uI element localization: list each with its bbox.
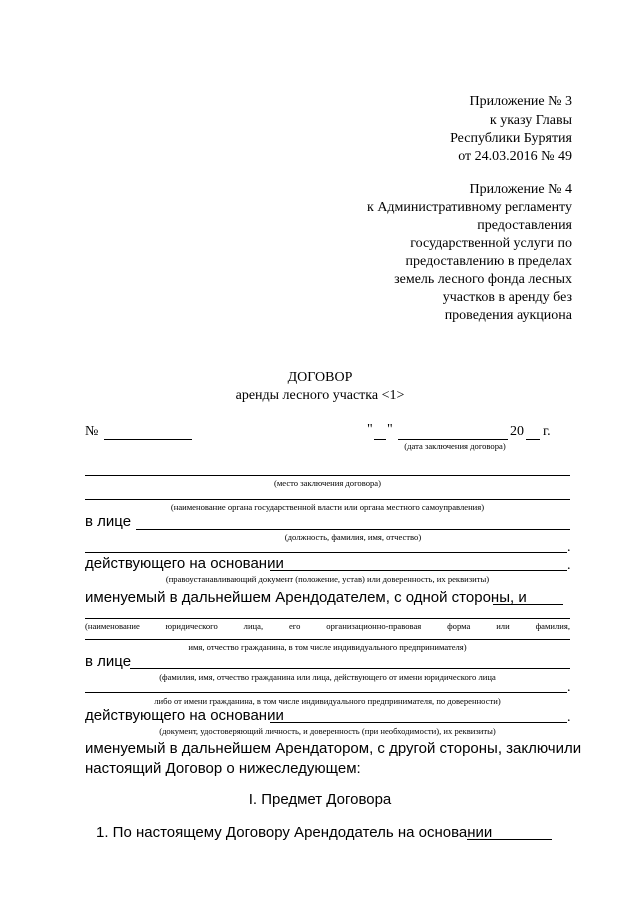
- clause-1-blank: [467, 839, 552, 840]
- appendix-4-line3: предоставления: [477, 218, 572, 233]
- place-blank: [85, 475, 570, 476]
- tenant-blank: [493, 604, 563, 605]
- date-quote-close: ": [387, 422, 393, 437]
- acting-blank-1: [270, 570, 567, 571]
- document-caption-1: (правоустанавливающий документ (положение, устав) или доверенность, их реквизиты): [165, 574, 490, 584]
- position-caption: (должность, фамилия, имя, отчество): [284, 532, 422, 542]
- appendix-4-line7: участков в аренду без: [442, 290, 572, 305]
- person-caption-1: (фамилия, имя, отчество гражданина или лица, действующего от имени юридического лица: [159, 672, 496, 682]
- in-person-label-1: в лице: [85, 513, 132, 530]
- date-day-blank: [374, 439, 386, 440]
- organ-blank: [85, 499, 570, 500]
- contract-number-blank: [104, 439, 192, 440]
- place-caption: (место заключения договора): [274, 478, 381, 488]
- appendix-3-line2: к указу Главы: [489, 113, 572, 128]
- contract-number-label: №: [85, 424, 99, 439]
- appendix-4-line5: предоставлению в пределах: [405, 254, 572, 269]
- appendix-4-line1: Приложение № 4: [469, 182, 572, 197]
- document-subtitle: аренды лесного участка <1>: [235, 388, 405, 403]
- date-year-blank: [526, 439, 540, 440]
- in-person-blank-2: [130, 668, 570, 669]
- date-year-prefix: 20: [510, 424, 524, 439]
- section-1-clause-1: 1. По настоящему Договору Арендодатель на основании: [96, 824, 493, 841]
- period-mark-2: .: [567, 558, 571, 573]
- date-quote-open: ": [367, 422, 373, 437]
- section-1-heading: I. Предмет Договора: [248, 791, 392, 808]
- period-mark-4: .: [567, 710, 571, 725]
- appendix-4-line6: земель лесного фонда лесных: [394, 272, 572, 287]
- period-mark-1: .: [567, 540, 571, 555]
- person-blank-2: [85, 692, 567, 693]
- appendix-3-line1: Приложение № 3: [469, 94, 572, 109]
- period-mark-3: .: [567, 680, 571, 695]
- tenant-name-blank-2: [85, 639, 570, 640]
- appendix-4-line4: государственной услуги по: [410, 236, 572, 251]
- person-caption-2: либо от имени гражданина, в том числе индивидуального предпринимателя, по доверенности): [154, 696, 501, 706]
- tenant-name-caption-2: имя, отчество гражданина, в том числе индивидуального предпринимателя): [188, 642, 467, 652]
- date-caption: (дата заключения договора): [404, 441, 506, 451]
- landlord-text: именуемый в дальнейшем Арендодателем, с одной стороны, и: [85, 589, 527, 606]
- tenant-name-caption-1: (наименование юридического лица, его организационно-правовая форма или фамилия,: [85, 621, 570, 631]
- tenant-name-blank-1: [85, 618, 570, 619]
- date-month-blank: [398, 439, 508, 440]
- organ-caption: (наименование органа государственной власти или органа местного самоуправления): [170, 502, 485, 512]
- document-caption-2: (документ, удостоверяющий личность, и доверенность (при необходимости), их реквизиты): [159, 726, 496, 736]
- date-year-suffix: г.: [543, 424, 551, 439]
- in-person-label-2: в лице: [85, 653, 132, 670]
- acting-label-1: действующего на основании: [85, 555, 284, 572]
- document-title: ДОГОВОР: [287, 370, 353, 385]
- appendix-3-line4: от 24.03.2016 № 49: [458, 149, 572, 164]
- appendix-4-line8: проведения аукциона: [444, 308, 572, 323]
- appendix-3-line3: Республики Бурятия: [450, 131, 572, 146]
- acting-blank-2: [270, 722, 567, 723]
- appendix-4-line2: к Административному регламенту: [367, 200, 572, 215]
- tenant-text-line1: именуемый в дальнейшем Арендатором, с другой стороны, заключили: [85, 740, 582, 757]
- in-person-blank-1: [136, 529, 570, 530]
- tenant-text-line2: настоящий Договор о нижеследующем:: [85, 760, 361, 777]
- acting-label-2: действующего на основании: [85, 707, 284, 724]
- position-continuation-blank: [85, 552, 567, 553]
